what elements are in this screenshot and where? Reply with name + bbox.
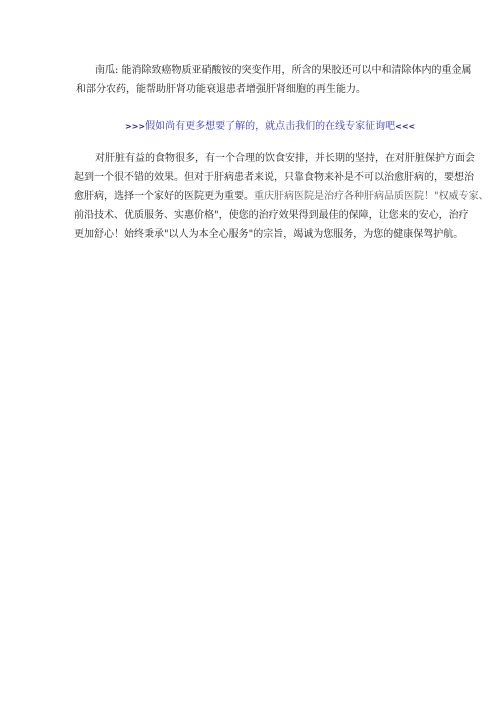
paragraph-line: 更加舒心！始终秉承"以人为本全心服务"的宗旨，竭诚为您服务，为您的健康保驾护航。	[74, 229, 464, 240]
paragraph-line	[74, 187, 489, 206]
paragraph-line: 对肝脏有益的食物很多，有一个合理的饮食安排，并长期的坚持，在对肝脏保护方面会	[95, 153, 475, 164]
hospital-highlight: 重庆肝病医院是治疗各种肝病品质医院！"权威专家、	[254, 191, 489, 202]
paragraph-line: 前沿技术、优质服务、实惠价格"，使您的治疗效果得到最佳的保障，让您来的安心，治疗	[74, 210, 469, 221]
paragraph-line-text: 愈肝病，选择一个家好的医院更为重要。	[74, 191, 254, 202]
paragraph-line: 和部分农药，能帮助肝肾功能衰退患者增强肝肾细胞的再生能力。	[76, 84, 366, 95]
paragraph-line: 起到一个很不错的效果。但对于肝病患者来说，只靠食物来补是不可以治愈肝病的，要想治	[74, 172, 474, 183]
online-consult-link[interactable]	[125, 119, 416, 135]
paragraph-liver-care	[74, 149, 489, 244]
paragraph-line: 南瓜: 能消除致癌物质亚硝酸铵的突变作用，所含的果胶还可以中和清除体内的重金属	[95, 65, 472, 76]
cta-text: 假如尚有更多想要了解的，就点击我们的在线专家征询吧	[145, 121, 396, 132]
cta-suffix: <<<	[395, 122, 416, 131]
cta-prefix: >>>	[125, 122, 146, 131]
paragraph-pumpkin	[76, 61, 472, 99]
